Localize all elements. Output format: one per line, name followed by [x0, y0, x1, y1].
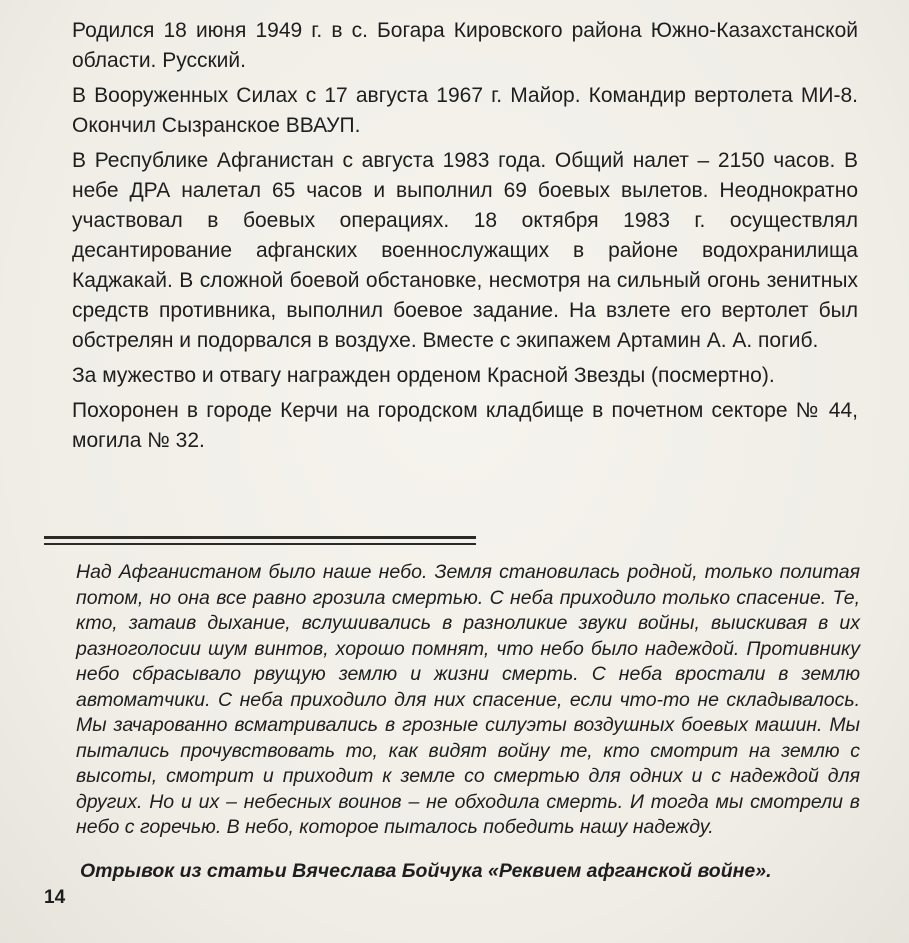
- biography-paragraph-burial: Похоронен в городе Керчи на городском кладбище в почетном секторе № 44, могила № 32.: [72, 399, 858, 452]
- biography-paragraph-service: В Вооруженных Силах с 17 августа 1967 г. Майор. Командир вертолета МИ-8. Окончил Сызранское ВВАУП.: [72, 84, 858, 137]
- page-number: 14: [44, 887, 66, 908]
- quote-text: Над Афганистаном было наше небо. Земля становилась родной, только политая потом, но она все равно грозила смертью. С неба приходило только спасение. Те, кто, затаив дыхание, вслушивались в разноликие звуки войны, выискивая в их разноголосии шум винтов, хорошо помнят, что небо было надеждой. Противнику небо сбрасывало рвущую землю и жизни смерть. С неба вростали в землю автоматчики. С неба приходило для них спасение, если что-то не складывалось. Мы зачарованно всматривались в грозные силуэты воздушных боевых машин. Мы пытались прочувствовать то, как видят войну те, кто смотрит на землю с высоты, смотрит и приходит к земле со смертью для одних и с надеждой для других. Но и их – небесных воинов – не обходила смерть. И тогда мы смотрели в небо с горечью. В небо, которое пыталось победить нашу надежду.: [76, 561, 860, 838]
- section-divider-thin: [44, 543, 476, 545]
- biography-paragraph-afghanistan: В Республике Афганистан с августа 1983 года. Общий налет – 2150 часов. В небе ДРА налетал 65 часов и выполнил 69 боевых вылетов. Неоднократно участвовал в боевых операциях. 18 октября 1983 г. осуществлял десантирование афганских военнослужащих в районе водохранилища Каджакай. В сложной боевой обстановке, несмотря на сильный огонь зенитных средств противника, выполнил боевое задание. На взлете его вертолет был обстрелян и подорвался в воздухе. Вместе с экипажем Артамин А. А. погиб.: [72, 149, 858, 352]
- biography-paragraph-award: За мужество и отвагу награжден орденом Красной Звезды (посмертно).: [72, 364, 775, 387]
- section-divider-thick: [44, 536, 476, 539]
- biography-text: [72, 16, 858, 461]
- quote-block: [76, 560, 860, 841]
- biography-paragraph-birth: Родился 18 июня 1949 г. в с. Богара Кировского района Южно-Казахстанской области. Русский.: [72, 19, 858, 72]
- quote-source: Отрывок из статьи Вячеслава Бойчука «Реквием афганской войне».: [80, 860, 772, 882]
